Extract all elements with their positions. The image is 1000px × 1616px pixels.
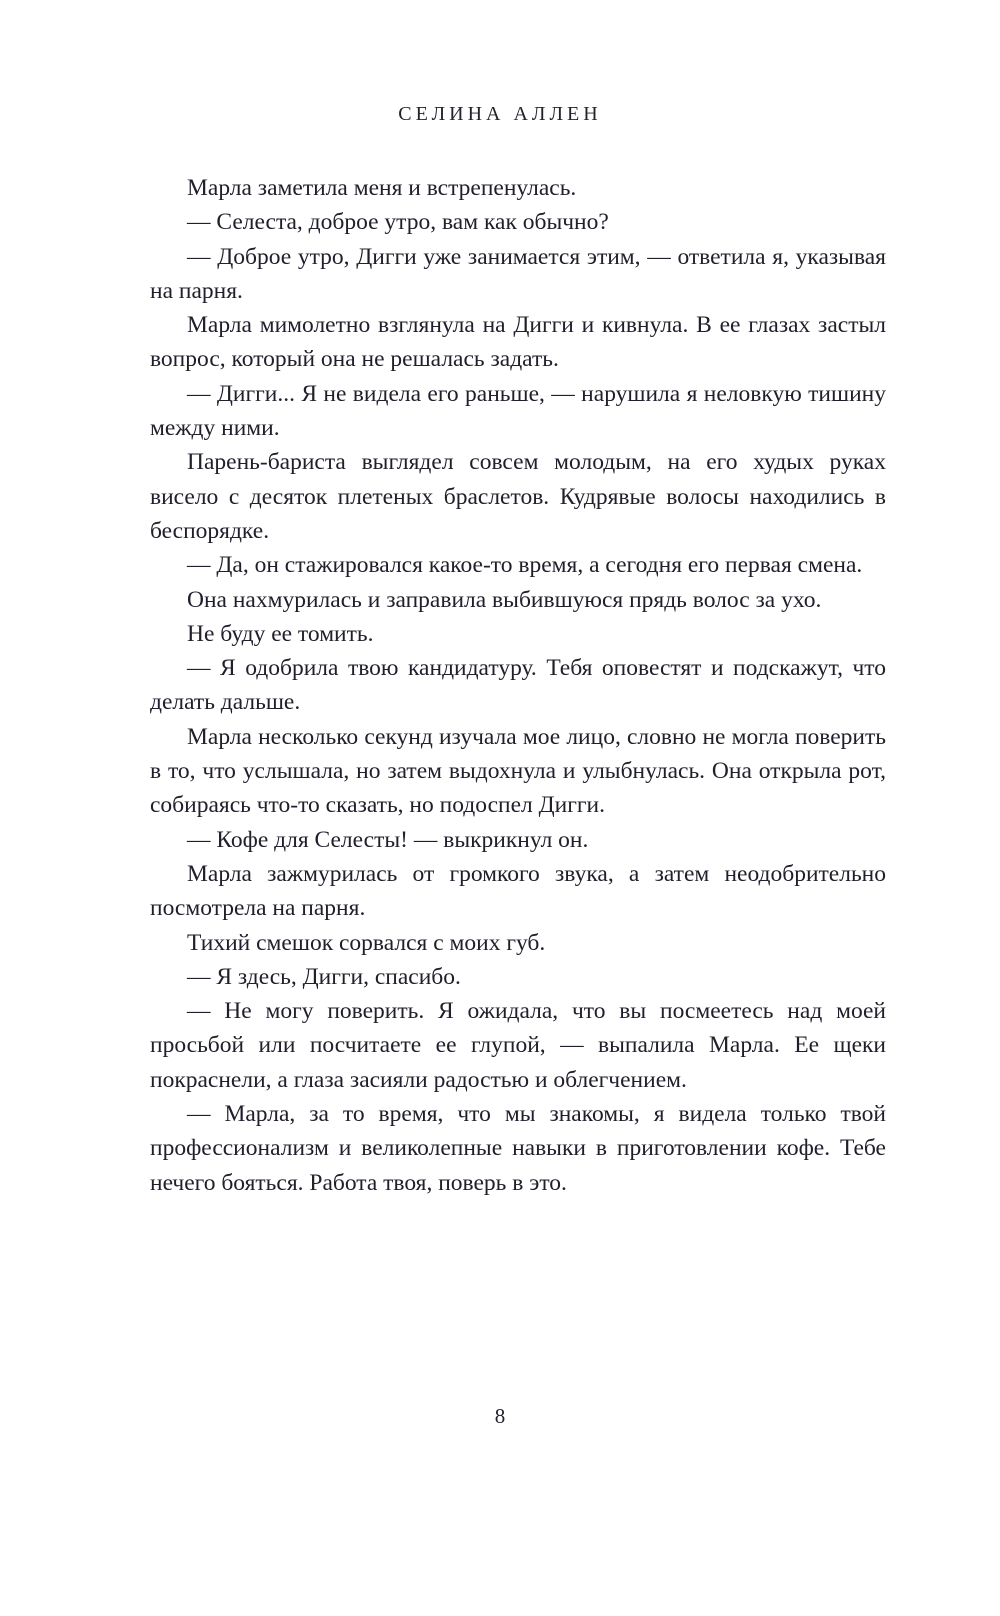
paragraph: Не буду ее томить.	[187, 620, 374, 647]
paragraph: Марла несколько секунд изучала мое лицо, словно не могла поверить в то, что услышала, но затем выдохнула и улыбнулась. Она открыла рот, собираясь что-то сказать, но подоспел Дигги.	[150, 723, 886, 819]
paragraph: — Селеста, доброе утро, вам как обычно?	[187, 209, 609, 236]
paragraph: — Кофе для Селесты! — выкрикнул он.	[187, 826, 589, 853]
paragraph: Тихий смешок сорвался с моих губ.	[187, 929, 546, 956]
paragraph: Она нахмурилась и заправила выбившуюся прядь волос за ухо.	[187, 586, 822, 613]
paragraph: — Не могу поверить. Я ожидала, что вы посмеетесь над моей просьбой или посчитаете ее глупой, — выпалила Марла. Ее щеки покраснели, а глаза засияли радостью и облегчением.	[150, 998, 886, 1093]
paragraph: Парень-бариста выглядел совсем молодым, на его худых руках висело с десяток плетеных браслетов. Кудрявые волосы находились в беспорядке.	[150, 449, 886, 544]
body-text	[150, 171, 886, 1200]
running-header-author: СЕЛИНА АЛЛЕН	[398, 103, 602, 125]
paragraph: Марла зажмурилась от громкого звука, а затем неодобрительно посмотрела на парня.	[150, 860, 886, 922]
paragraph: — Марла, за то время, что мы знакомы, я видела только твой профессионализм и великолепные навыки в приготовлении кофе. Тебе нечего бояться. Работа твоя, поверь в это.	[150, 1101, 886, 1196]
paragraph: — Я здесь, Дигги, спасибо.	[187, 963, 461, 990]
paragraph: — Дигги... Я не видела его раньше, — нарушила я неловкую тишину между ними.	[150, 380, 886, 442]
paragraph: Марла мимолетно взглянула на Дигги и кивнула. В ее глазах застыл вопрос, который она не решалась задать.	[150, 312, 886, 373]
paragraph: Марла заметила меня и встрепенулась.	[187, 175, 577, 201]
paragraph: — Да, он стажировался какое-то время, а сегодня его первая смена.	[187, 552, 863, 579]
paragraph: — Доброе утро, Дигги уже занимается этим, — ответила я, указывая на парня.	[150, 243, 886, 304]
paragraph: — Я одобрила твою кандидатуру. Тебя оповестят и подскажут, что делать дальше.	[150, 655, 886, 716]
page-number: 8	[494, 1404, 506, 1428]
